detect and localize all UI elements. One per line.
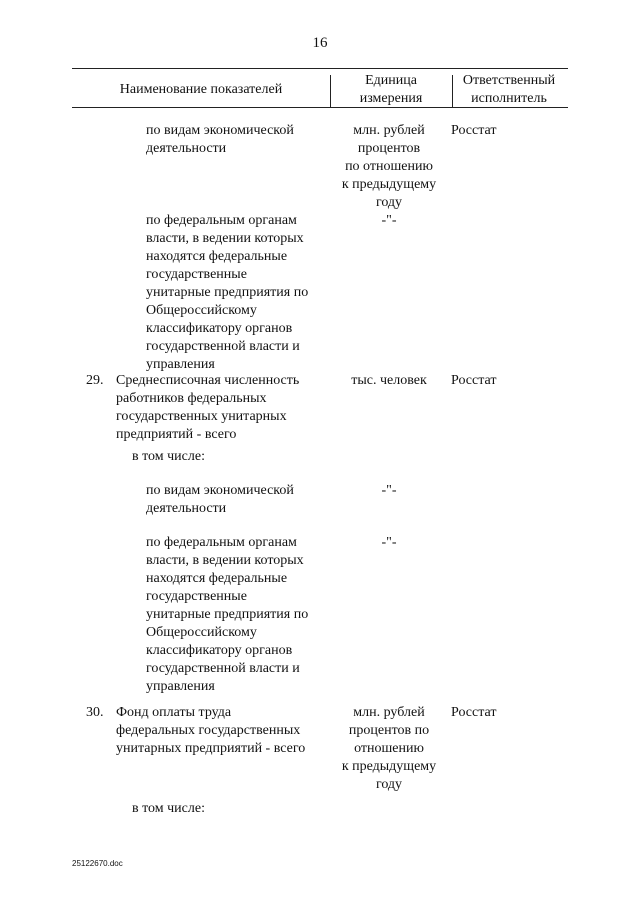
name-line: государственные [146,267,247,282]
name-line: находятся федеральные [146,249,288,264]
name-line: Общероссийскому [146,625,257,640]
indicator-name [146,122,326,158]
name-line: находятся федеральные [146,571,288,586]
name-line: деятельности [146,141,227,156]
name-line: государственные [146,589,247,604]
unit-line: к предыдущему [341,759,437,774]
unit-line: млн. рублей [353,123,425,138]
unit-line: по отношению [345,159,433,174]
name-line: власти, в ведении которых [146,553,304,568]
header-executor-line: Ответственный [462,73,556,88]
name-line: Общероссийскому [146,303,257,318]
row-number: 30. [86,705,104,720]
executor-cell: Росстат [451,705,497,720]
unit-line: году [375,777,403,792]
name-line: классификатору органов [146,643,293,658]
page-number: 16 [312,35,328,51]
row-number: 29. [86,373,104,388]
name-line: деятельности [146,501,227,516]
name-line: унитарных предприятий - всего [116,741,306,756]
unit-cell [330,704,448,794]
name-line: по видам экономической [146,123,294,138]
header-divider [330,75,331,107]
indicator-name [116,704,326,758]
document-footer: 25122670.doc [72,859,123,868]
name-line: Среднесписочная численность [116,373,300,388]
name-line: по федеральным органам [146,535,297,550]
name-line: по федеральным органам [146,213,297,228]
unit-line: отношению [354,741,424,756]
including-label: в том числе: [132,801,205,816]
header-unit-line: Единица [365,73,417,88]
name-line: управления [146,357,215,372]
indicator-name [116,372,326,444]
unit-cell: -"- [381,213,397,228]
including-label: в том числе: [132,449,205,464]
name-line: государственных унитарных [116,409,287,424]
name-line: Фонд оплаты труда [116,705,232,720]
name-line: власти, в ведении которых [146,231,304,246]
name-line: федеральных государственных [116,723,301,738]
executor-cell: Росстат [451,373,497,388]
name-line: предприятий - всего [116,427,237,442]
header-unit-line: измерения [359,91,423,106]
name-line: государственной власти и [146,339,300,354]
unit-line: к предыдущему [341,177,437,192]
unit-cell: тыс. человек [351,373,427,388]
indicator-name [146,482,326,518]
unit-cell: -"- [381,483,397,498]
name-line: работников федеральных [116,391,267,406]
header-executor-column [450,72,568,108]
header-name-column: Наименование показателей [119,82,283,97]
executor-cell: Росстат [451,123,497,138]
table-header [72,68,568,108]
name-line: управления [146,679,215,694]
unit-line: процентов [357,141,421,156]
name-line: государственной власти и [146,661,300,676]
header-unit-column [332,72,450,108]
unit-line: процентов по [348,723,430,738]
unit-line: году [375,195,403,210]
unit-cell: -"- [381,535,397,550]
unit-line: млн. рублей [353,705,425,720]
name-line: классификатору органов [146,321,293,336]
unit-cell [330,122,448,212]
header-executor-line: исполнитель [471,91,547,106]
name-line: унитарные предприятия по [146,285,309,300]
name-line: по видам экономической [146,483,294,498]
name-line: унитарные предприятия по [146,607,309,622]
indicator-name [146,534,326,696]
indicator-name [146,212,326,374]
